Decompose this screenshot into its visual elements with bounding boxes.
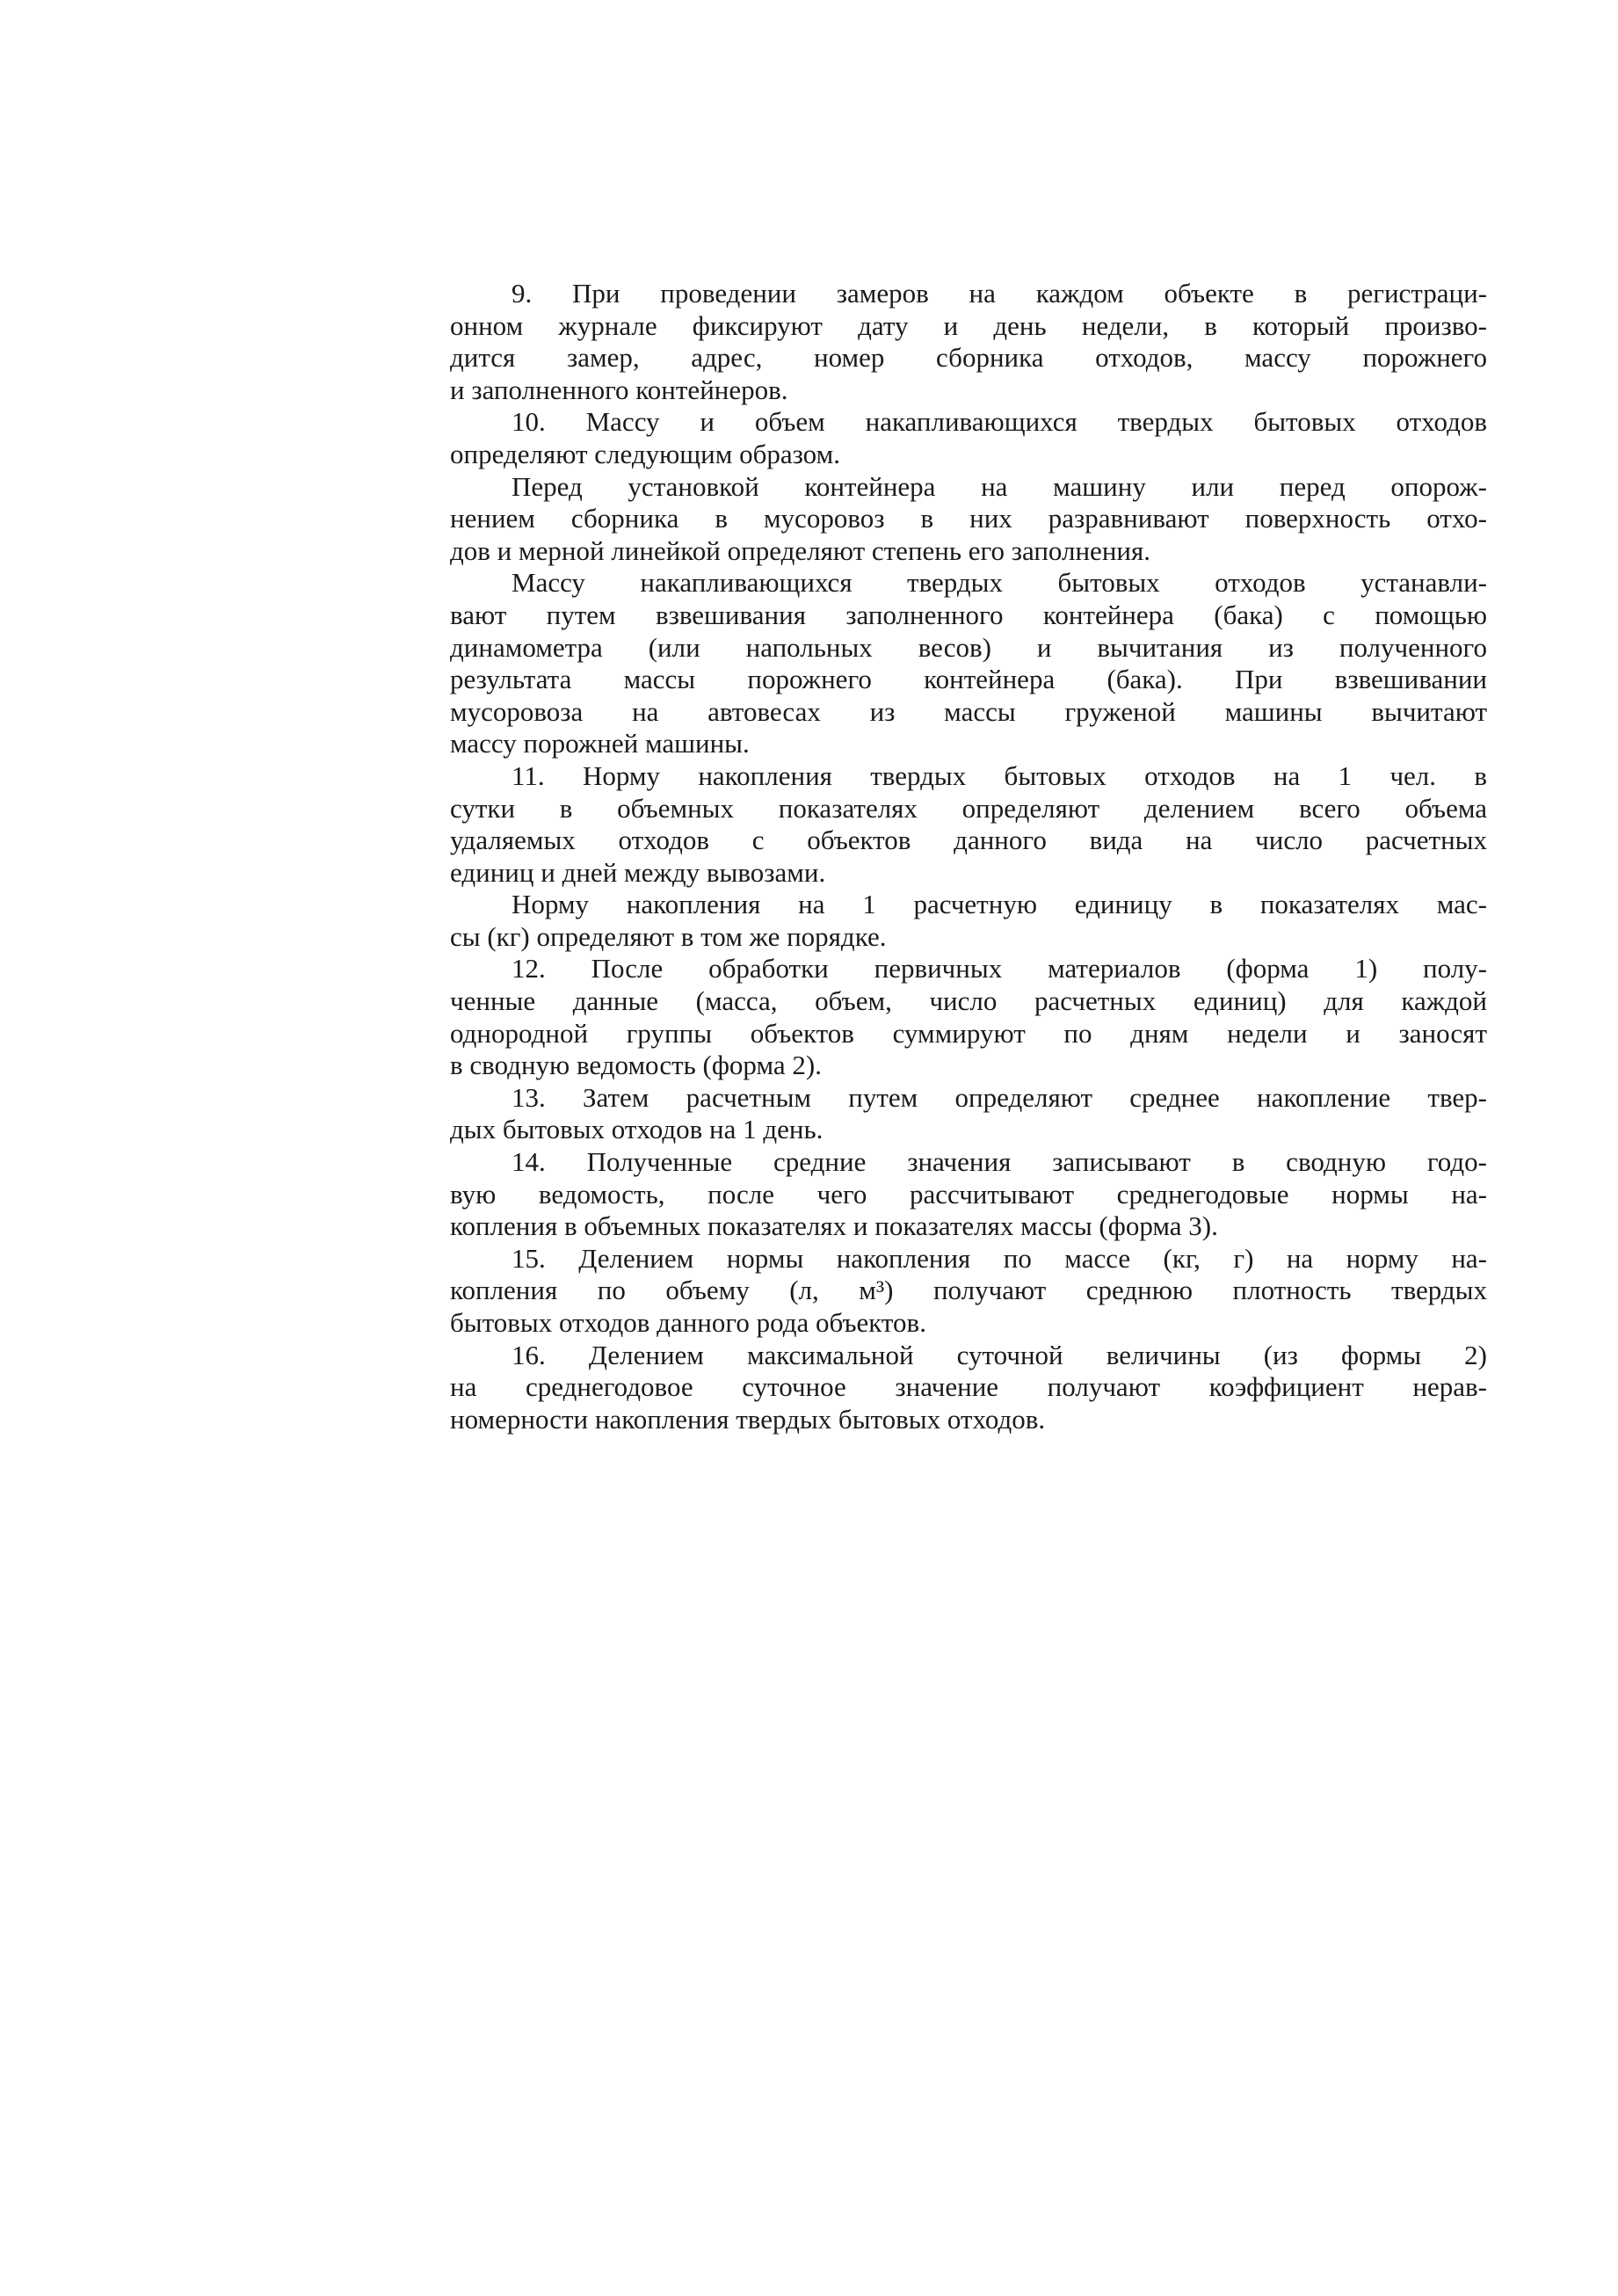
text-line: 13. Затем расчетным путем определяют среднее накопление твер- [512, 1081, 1487, 1113]
text-line: Норму накопления на 1 расчетную единицу в показателях мас- [512, 889, 1487, 920]
text-line: дов и мерной линейкой определяют степень его заполнения. [450, 534, 1151, 566]
text-line: однородной группы объектов суммируют по дням недели и заносят [450, 1017, 1487, 1049]
text-line: онном журнале фиксируют дату и день недели, в который произво- [450, 309, 1487, 341]
text-line: единиц и дней между вывозами. [450, 856, 826, 888]
text-line: Перед установкой контейнера на машину или перед опорож- [512, 470, 1487, 502]
text-line: нением сборника в мусоровоз в них разравнивают поверхность отхо- [450, 503, 1487, 534]
text-line: Массу накапливающихся твердых бытовых отходов устанавли- [512, 567, 1487, 599]
text-line: вую ведомость, после чего рассчитывают среднегодовые нормы на- [450, 1178, 1487, 1210]
text-line: копления в объемных показателях и показателях массы (форма 3). [450, 1210, 1218, 1242]
text-line: удаляемых отходов с объектов данного вида на число расчетных [450, 825, 1487, 856]
text-line: 14. Полученные средние значения записывают в сводную годо- [512, 1146, 1487, 1178]
text-line: 12. После обработки первичных материалов (форма 1) полу- [512, 953, 1487, 985]
document-body-text [450, 278, 1487, 1435]
text-line: номерности накопления твердых бытовых отходов. [450, 1403, 1046, 1435]
text-line: мусоровоза на автовесах из массы груженой машины вычитают [450, 695, 1487, 727]
text-line: сутки в объемных показателях определяют делением всего объема [450, 792, 1487, 824]
text-line: 10. Массу и объем накапливающихся твердых бытовых отходов [512, 406, 1487, 438]
text-line: 11. Норму накопления твердых бытовых отходов на 1 чел. в [512, 759, 1487, 791]
text-line: сы (кг) определяют в том же порядке. [450, 920, 887, 952]
text-line: бытовых отходов данного рода объектов. [450, 1307, 926, 1338]
text-line: 9. При проведении замеров на каждом объекте в регистраци- [512, 278, 1487, 309]
text-line: дых бытовых отходов на 1 день. [450, 1114, 824, 1145]
text-line: на среднегодовое суточное значение получают коэффициент нерав- [450, 1371, 1487, 1403]
text-line: ченные данные (масса, объем, число расчетных единиц) для каждой [450, 985, 1487, 1017]
text-line: дится замер, адрес, номер сборника отходов, массу порожнего [450, 342, 1487, 374]
text-line: вают путем взвешивания заполненного контейнера (бака) с помощью [450, 599, 1487, 630]
text-line: 16. Делением максимальной суточной величины (из формы 2) [512, 1339, 1487, 1370]
text-line: определяют следующим образом. [450, 438, 840, 469]
text-line: копления по объему (л, м³) получают среднюю плотность твердых [450, 1275, 1487, 1306]
text-line: динамометра (или напольных весов) и вычитания из полученного [450, 631, 1487, 663]
text-line: и заполненного контейнеров. [450, 374, 788, 405]
text-line: результата массы порожнего контейнера (бака). При взвешивании [450, 664, 1487, 695]
text-line: массу порожней машины. [450, 728, 750, 759]
text-line: 15. Делением нормы накопления по массе (кг, г) на норму на- [512, 1242, 1487, 1274]
text-line: в сводную ведомость (форма 2). [450, 1050, 822, 1081]
